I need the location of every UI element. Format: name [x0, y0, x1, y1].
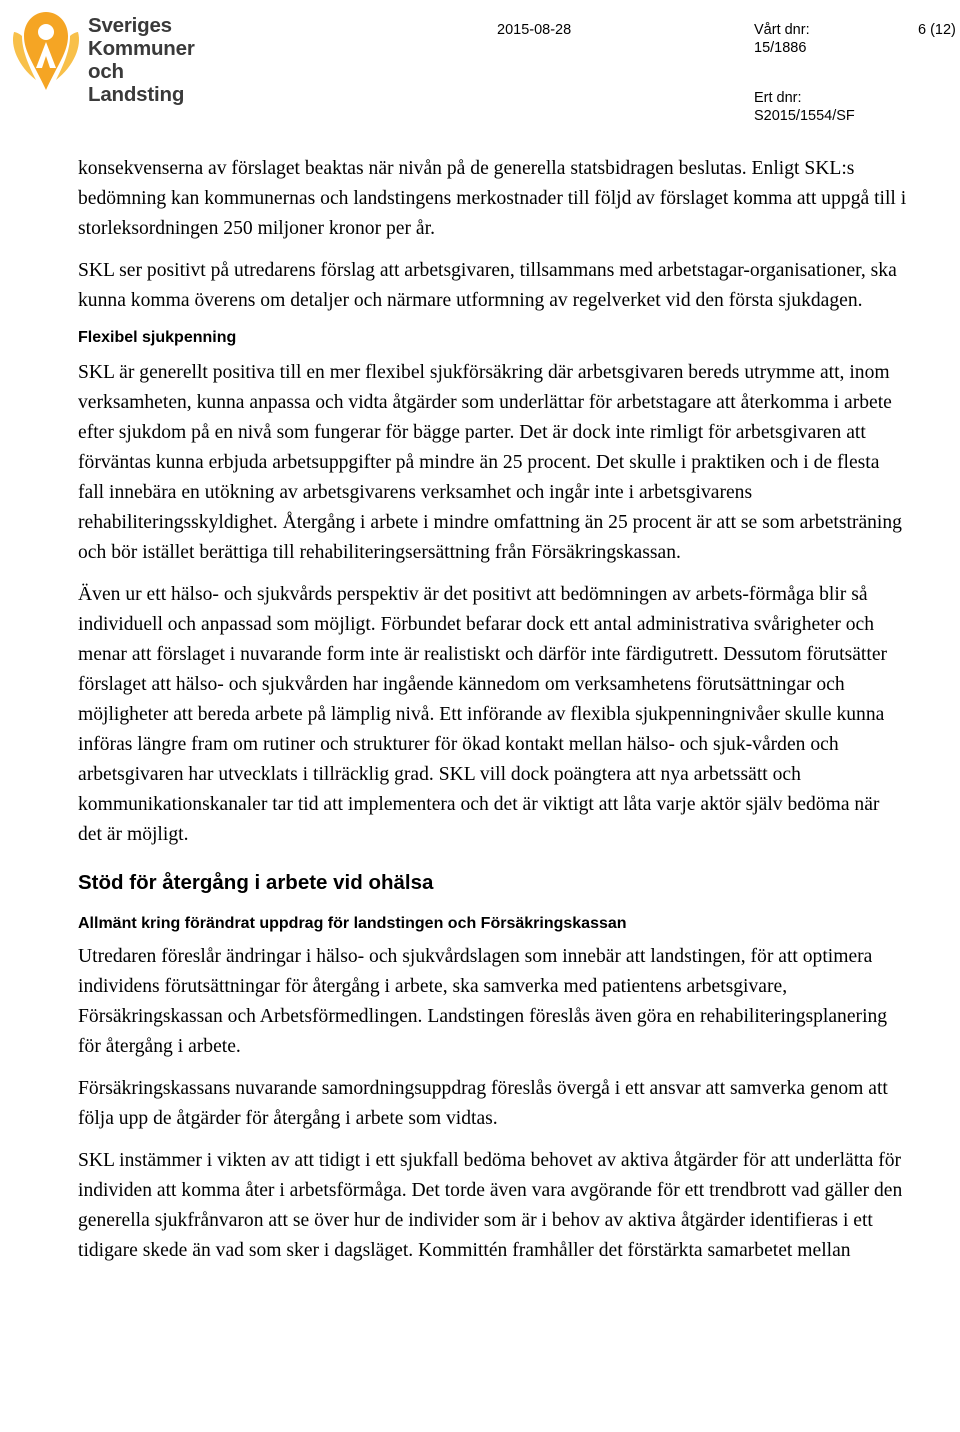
your-reference-label: Ert dnr:: [754, 90, 802, 106]
org-name-line-3: och Landsting: [88, 60, 185, 106]
paragraph-flexible-insurance: SKL är generellt positiva till en mer flexibel sjukförsäkring där arbetsgivaren bereds utrymme att, inom verksamheten, kunna anpassa och vidta åtgärder som underlättar för arbetstagare att återkomma i arbete efter sjukdom på en nivå som fungerar för bägge parter. Det är dock inte rimligt för arbetsgivaren att förväntas kunna erbjuda arbetsuppgifter på mindre än 25 procent. Det skulle i praktiken och i de flesta fall innebära en utökning av arbetsgivarens verksamhet och ingår inte i arbetsgivarens rehabiliteringsskyldighet. Återgång i arbete i mindre omfattning än 25 procent är att se som arbetsträning och bör istället berättiga till rehabiliteringsersättning från Försäkringskassan.: [78, 362, 902, 563]
your-reference-number: S2015/1554/SF: [754, 108, 855, 124]
our-reference-number: 15/1886: [754, 40, 807, 56]
paragraph-first-sick-day: SKL ser positivt på utredarens förslag att arbetsgivaren, tillsammans med arbetstagar-organisationer, ska kunna komma överens om detaljer och närmare utformning av regelverket vid den första sjukdagen.: [78, 260, 897, 311]
our-reference-label: Vårt dnr:: [754, 22, 810, 38]
heading-return-to-work-support: Stöd för återgång i arbete vid ohälsa: [78, 871, 434, 894]
org-name-line-1: Sveriges: [88, 14, 172, 37]
organization-logo: [6, 6, 221, 106]
page-number: 6 (12): [918, 22, 956, 38]
paragraph-cost-estimate: konsekvenserna av förslaget beaktas när nivån på de generella statsbidragen beslutas. Enligt SKL:s bedömning kan kommunernas och landstingens merkostnader till följd av förslaget komma att uppgå till i storleksordningen 250 miljoner kronor per år.: [78, 158, 907, 239]
paragraph-active-measures: SKL instämmer i vikten av att tidigt i ett sjukfall bedöma behovet av aktiva åtgärder för att underlätta för individen att komma åter i arbetsförmåga. Det torde även vara avgörande för ett trendbrott vad gäller den generella sjukfrånvaron att se över hur de individer som är i behov av aktiva åtgärder identifieras i ett tidigare skede än vad som sker i dagsläget. Kommittén framhåller det förstärkta samarbetet mellan: [78, 1150, 903, 1261]
document-body: [78, 154, 908, 1278]
document-date: 2015-08-28: [497, 22, 572, 38]
org-name-line-2: Kommuner: [88, 37, 195, 60]
organization-name: [88, 14, 221, 106]
logo-emblem-icon: [6, 6, 86, 94]
paragraph-proposed-changes: Utredaren föreslår ändringar i hälso- och sjukvårdslagen som innebär att landstingen, för att optimera individens förutsättningar för återgång i arbete, ska samverka med patientens arbetsgivare, Försäkringskassan och Arbetsförmedlingen. Landstingen föreslås även göra en rehabiliteringsplanering för återgång i arbete.: [78, 946, 888, 1057]
paragraph-health-perspective: Även ur ett hälso- och sjukvårds perspektiv är det positivt att bedömningen av arbets-förmåga blir så individuell och anpassad som möjligt. Förbundet befarar dock ett antal administrativa svårigheter och menar att förslaget i nuvarande form inte är realistiskt och därför inte färdigutrett. Dessutom förutsätter förslaget att hälso- och sjukvården har ingående kännedom om verksamhetens förutsättningar och möjligheter att bereda arbete på lämplig nivå. Ett införande av flexibla sjukpenningnivåer skulle kunna införas längre fram om rutiner och strukturer för ökad kontakt mellan hälso- och sjuk-vården och arbetsgivaren har utvecklats i tillräcklig grad. SKL vill dock poängtera att nya arbetssätt och kommunikationskanaler tar tid att implementera och det är viktigt att låta varje aktör själv bedöma när det är möjligt.: [78, 584, 888, 845]
heading-changed-assignment: Allmänt kring förändrat uppdrag för landstingen och Försäkringskassan: [78, 915, 627, 932]
heading-flexible-sickness-benefit: Flexibel sjukpenning: [78, 329, 237, 346]
paragraph-coordination-assignment: Försäkringskassans nuvarande samordningsuppdrag föreslås övergå i ett ansvar att samverka genom att följa upp de åtgärder för återgång i arbete som vidtas.: [78, 1078, 888, 1129]
